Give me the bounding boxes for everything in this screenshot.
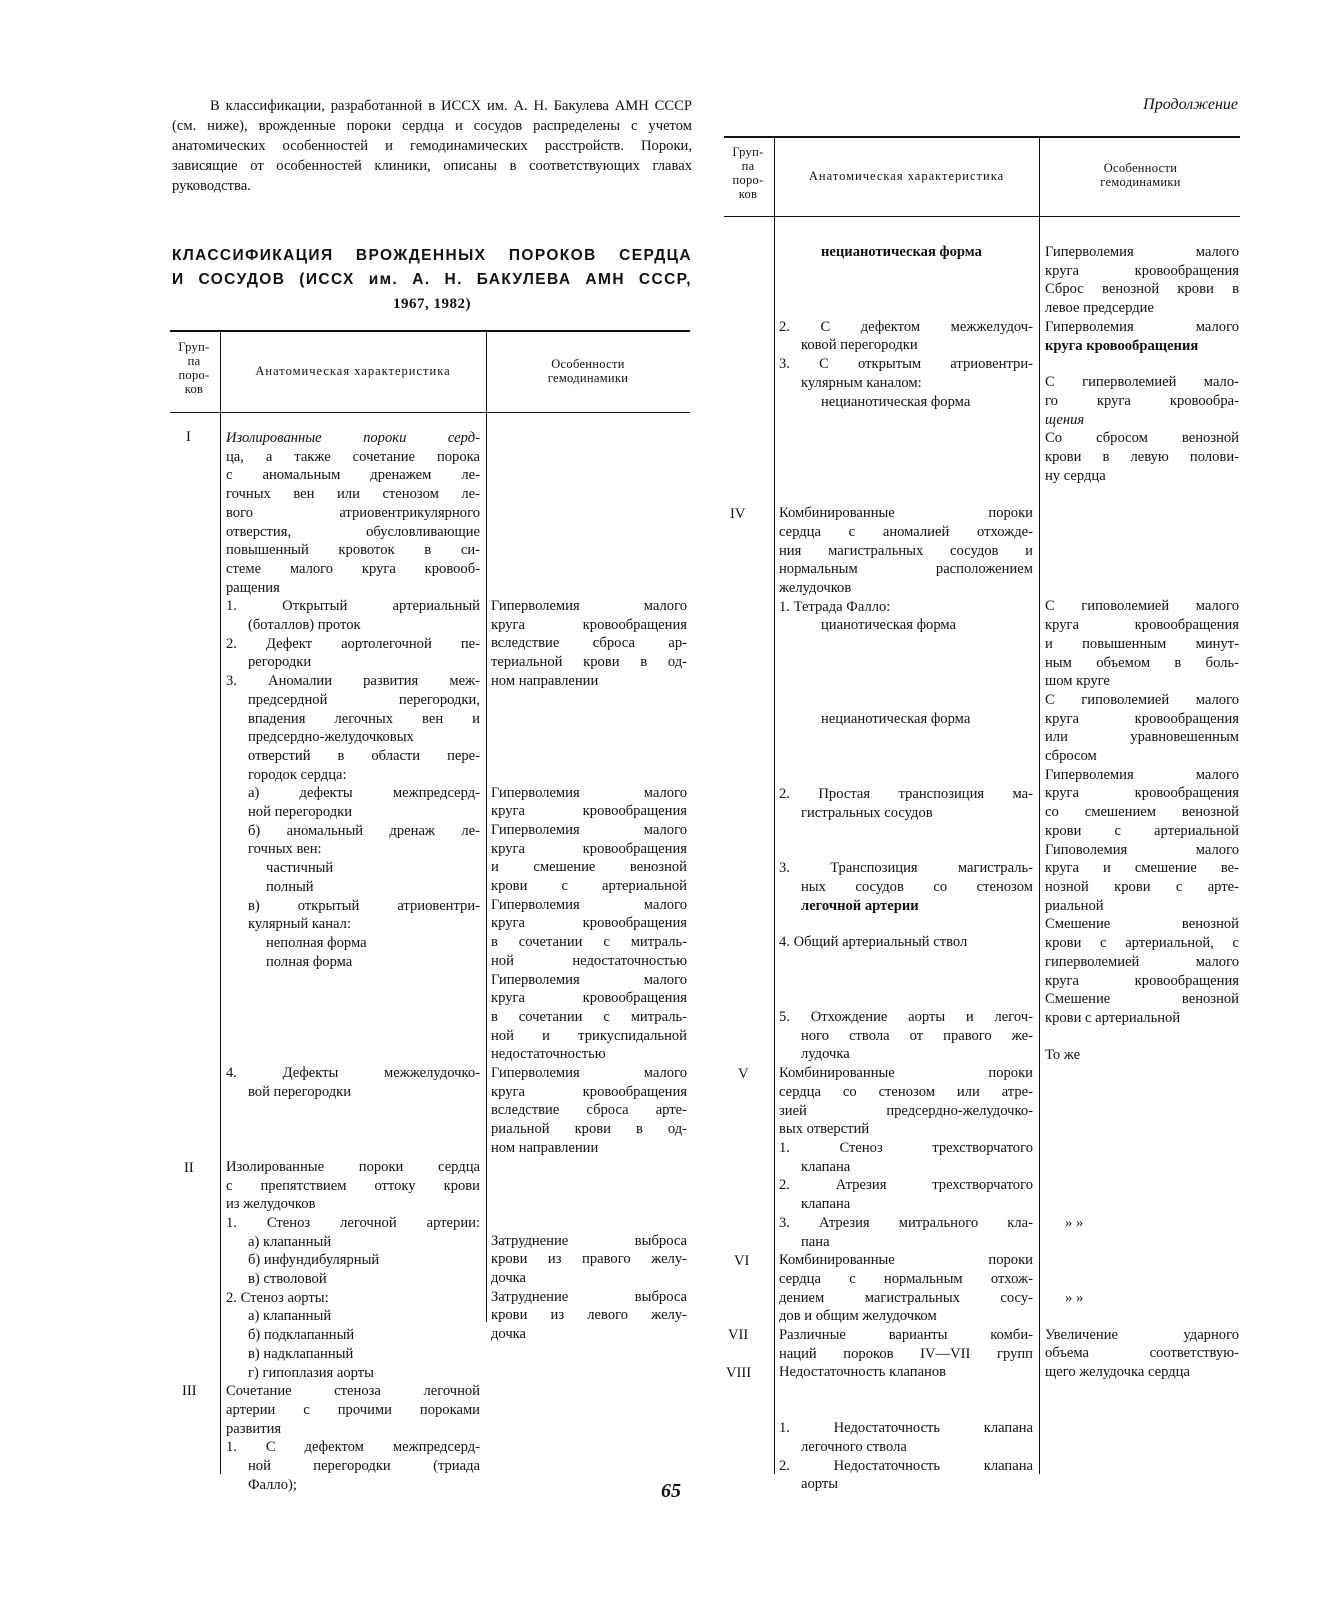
intro-paragraph: В классификации, разработанной в ИССХ им. А. Н. Бакулева АМН СССР (см. ниже), врожденные пороки сердца и сосудов распределены с учетом анатомических особенностей и гемодинамических расстройств. Пороки, зависящие от особенностей клиники, описаны в соответствующих главах руководства. <box>172 98 692 194</box>
group-label-VIII: VIII <box>726 1365 752 1381</box>
left-table-header-rule <box>170 412 690 413</box>
right-table-top-rule <box>724 136 1240 138</box>
classification-title <box>172 244 692 316</box>
right-table-header-rule <box>724 216 1240 217</box>
right-hemodynamics-column: Гиперволемия малого круга кровообращения Сброс венозной крови в левое предсердие Гиперволемия малого круга кровообращения С гиперволемией мало- го круга кровообра- щения Со сбросом венозной крови в левую полови- ну сердца С гиповолемией малого круга кровообращения и повышенным минут- ным объемом в боль- шом круге С гиповолемией малого круга кровообращения или уравновешенным сбросом Гиперволемия малого круга кровообращения со смешением венозной крови с артериальной Гиповолемия малого круга и смешение ве- нозной крови с арте- риальной Смешение венозной крови с артериальной, с гиперволемией малого круга кровообращения Смешение венозной крови с артериальной То же » » » » Увеличение ударного объема соответствую- щего желудочка сердца <box>1045 244 1239 1381</box>
group-label-VI: VI <box>734 1253 750 1269</box>
title-line-2: И СОСУДОВ (ИССХ им. А. Н. БАКУЛЕВА АМН СССР, <box>172 271 692 288</box>
right-header-anatomy: Анатомическая характеристика <box>808 169 1005 183</box>
group-label-IV: IV <box>730 506 746 522</box>
title-line-1: КЛАССИФИКАЦИЯ ВРОЖДЕННЫХ ПОРОКОВ СЕРДЦА <box>172 247 692 264</box>
group-label-V: V <box>738 1066 749 1082</box>
group-label-II: II <box>184 1160 194 1176</box>
right-anatomy-column: нецианотическая форма 2. С дефектом межжелудоч- ковой перегородки 3. С открытым атриовентри- кулярным каналом: нецианотическая форма Комбинированные пороки сердца с аномалией отхожде- ния магистральных сосудов и нормальным расположением желудочков 1. Тетрада Фалло: цианотическая форма нецианотическая форма 2. Простая транспозиция ма- гистральных сосудов 3. Транспозиция магистраль- ных сосудов со стенозом легочной артерии 4. Общий артериальный ствол 5. Отхождение аорты и легоч- ного ствола от правого же- лудочка Комбинированные пороки сердца со стенозом или атре- зией предсердно-желудочко- вых отверстий 1. Стеноз трехстворчатого клапана 2. Атрезия трехстворчатого клапана 3. Атрезия митрального кла- пана Комбинированные пороки сердца с нормальным отхож- дением магистральных сосу- дов и общим желудочком Различные варианты комби- наций пороков IV—VII групп Недостаточность клапанов 1. Недостаточность клапана легочного ствола 2. Недостаточность клапана аорты <box>779 244 1033 1493</box>
group-label-I: I <box>186 429 191 445</box>
left-anatomy-column: Изолированные пороки серд- ца, а также сочетание порока с аномальным дренажем ле- гочных вен или стенозом ле- вого атриовентрикулярного отверстия, обусловливающие повышенный кровоток в си- стеме малого круга кровооб- ращения 1. Открытый артериальный (боталлов) проток 2. Дефект аортолегочной пе- регородки 3. Аномалии развития меж- предсердной перегородки, впадения легочных вен и предсердно-желудочковых отверстий в области пере- городок сердца: а) дефекты межпредсерд- ной перегородки б) аномальный дренаж ле- гочных вен: частичный полный в) открытый атриовентри- кулярный канал: неполная форма полная форма 4. Дефекты межжелудочко- вой перегородки Изолированные пороки сердца с препятствием оттоку крови из желудочков 1. Стеноз легочной артерии: а) клапанный б) инфундибулярный в) стволовой 2. Стеноз аорты: а) клапанный б) подклапанный в) надклапанный г) гипоплазия аорты Сочетание стеноза легочной артерии с прочими пороками развития 1. С дефектом межпредсерд- ной перегородки (триада Фалло); <box>226 430 480 1493</box>
group-label-VII: VII <box>728 1327 749 1343</box>
left-header-anatomy: Анатомическая характеристика <box>255 364 451 378</box>
left-table-divider-2 <box>486 330 487 1322</box>
right-table-divider-2 <box>1039 136 1040 1474</box>
right-table-divider-1 <box>774 136 775 1474</box>
left-table-top-rule <box>170 330 690 332</box>
right-header-group: Груп- па поро- ков <box>732 145 764 201</box>
left-header-group: Груп- па поро- ков <box>178 340 210 396</box>
left-hemodynamics-column: Гиперволемия малого круга кровообращения вследствие сброса ар- териальной крови в од- ном направлении Гиперволемия малого круга кровообращения Гиперволемия малого круга кровообращения и смешение венозной крови с артериальной Гиперволемия малого круга кровообращения в сочетании с митраль- ной недостаточностью Гиперволемия малого круга кровообращения в сочетании с митраль- ной и трикуспидальной недостаточностью Гиперволемия малого круга кровообращения вследствие сброса арте- риальной крови в од- ном направлении Затруднение выброса крови из правого желу- дочка Затруднение выброса крови из левого желу- дочка <box>491 598 687 1343</box>
page-number: 65 <box>661 1480 681 1502</box>
right-header-hemodynamics: Особенности гемодинамики <box>1100 161 1181 189</box>
continuation-label: Продолжение <box>1143 96 1238 113</box>
left-header-hemodynamics: Особенности гемодинамики <box>547 357 629 385</box>
left-table-divider-1 <box>220 330 221 1474</box>
group-label-III: III <box>182 1383 197 1399</box>
title-line-3: 1967, 1982) <box>393 296 471 312</box>
